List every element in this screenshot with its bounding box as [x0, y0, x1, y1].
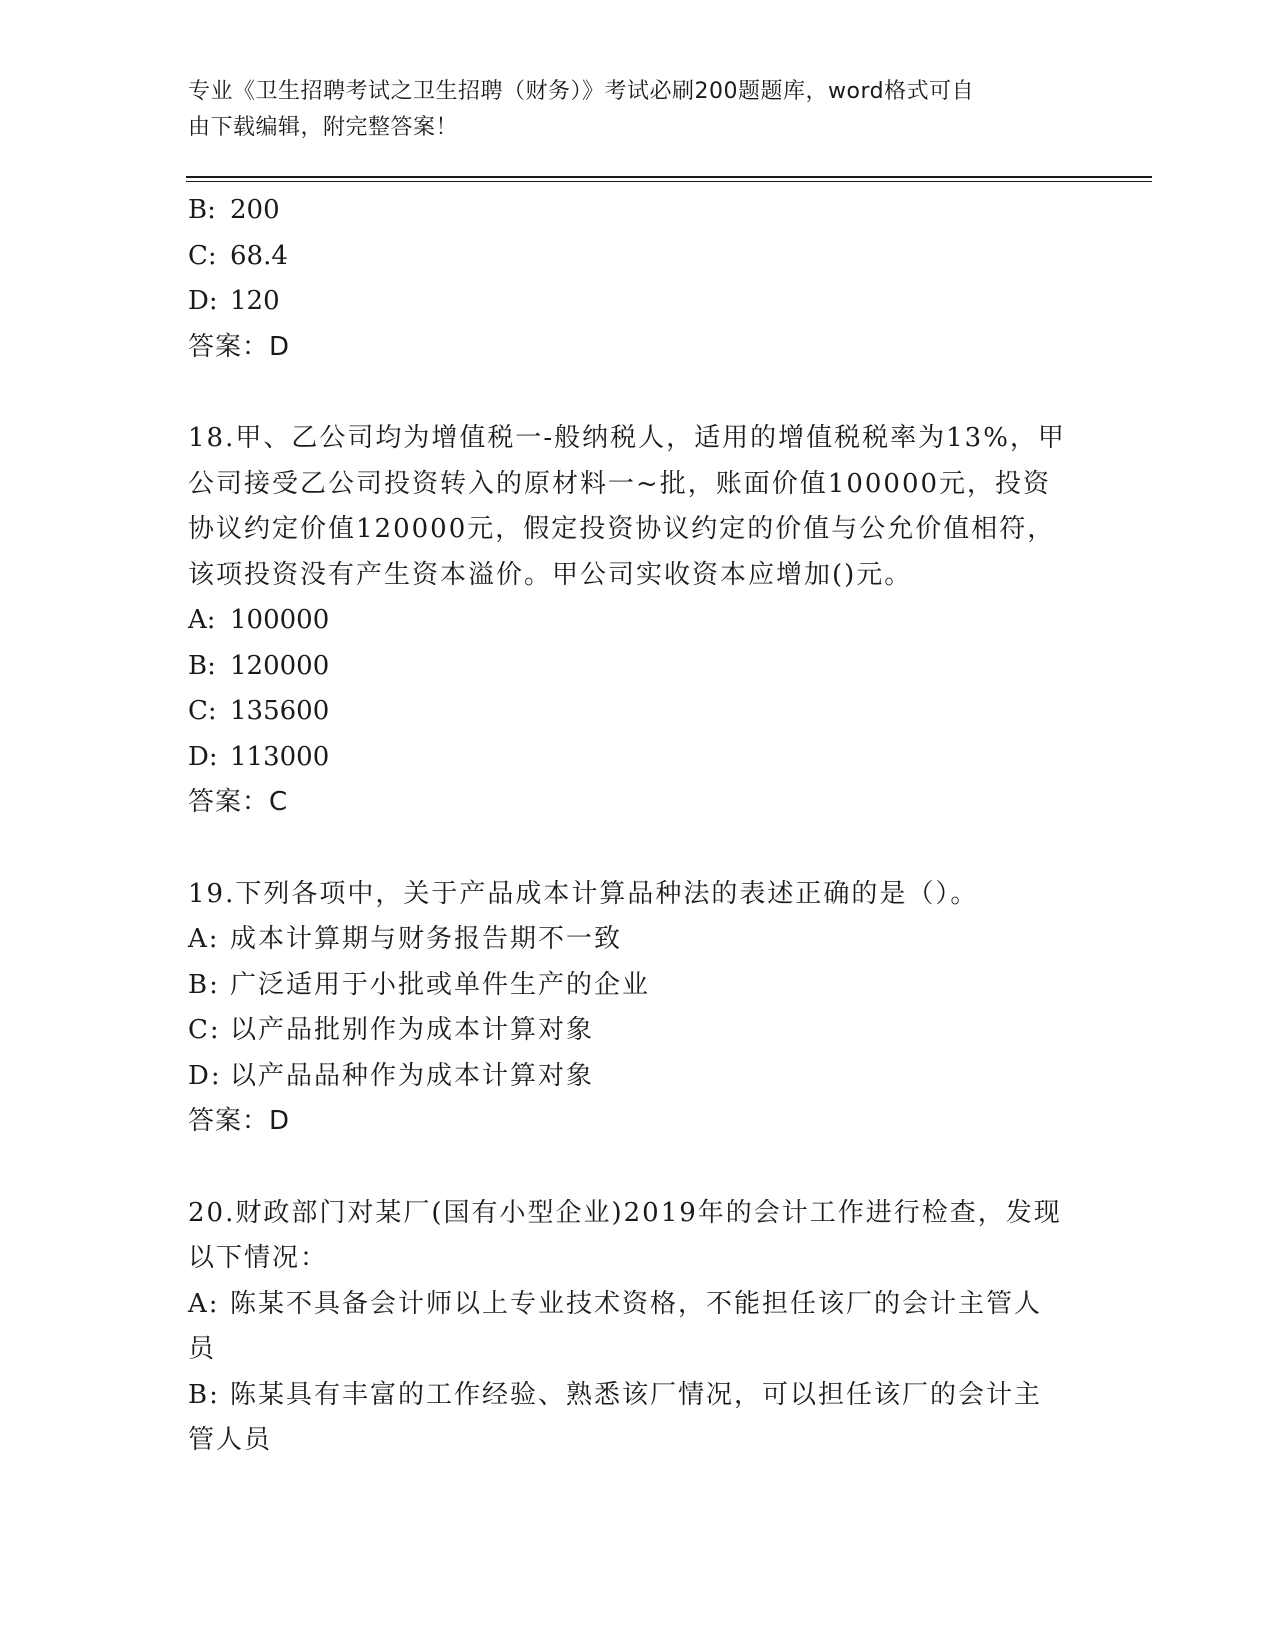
answer-line: 答案：D	[188, 1106, 291, 1136]
option-text: 113000	[230, 741, 330, 772]
option-text: 135600	[230, 696, 330, 726]
question-stem: 公司接受乙公司投资转入的原材料一~批，账面价值100000元，投资	[188, 468, 1052, 499]
option-letter: A:	[188, 605, 216, 635]
option-a	[188, 598, 1088, 644]
option-letter: B:	[188, 650, 216, 681]
option-text: 陈某不具备会计师以上专业技术资格，不能担任该厂的会计主管人	[230, 1288, 1043, 1319]
option-letter: D:	[188, 741, 218, 772]
option-letter: A:	[188, 1288, 220, 1319]
option-letter: B:	[188, 969, 220, 1000]
option-c	[188, 1008, 1088, 1054]
spacer	[188, 826, 1088, 872]
question-stem: 19.下列各项中，关于产品成本计算品种法的表述正确的是（）。	[188, 878, 979, 909]
option-d	[188, 279, 1088, 325]
header-divider	[186, 176, 1152, 178]
prev-question	[188, 188, 1088, 370]
option-letter: C:	[188, 696, 217, 726]
question-20	[188, 1191, 1088, 1464]
option-letter: C:	[188, 1015, 221, 1045]
option-text: 68.4	[230, 240, 288, 271]
page-header	[188, 74, 1068, 146]
answer-line: 答案：C	[188, 787, 289, 817]
option-a	[188, 1282, 1088, 1328]
option-text: 200	[230, 195, 280, 225]
option-letter: D:	[188, 286, 218, 316]
question-stem: 该项投资没有产生资本溢价。甲公司实收资本应增加()元。	[188, 559, 913, 590]
answer-line: 答案：D	[188, 331, 291, 362]
option-text: 120000	[230, 650, 330, 681]
option-c	[188, 234, 1088, 280]
option-b	[188, 963, 1088, 1009]
option-c	[188, 689, 1088, 735]
header-divider-thin	[186, 181, 1152, 182]
option-text: 成本计算期与财务报告期不一致	[230, 924, 623, 954]
question-content	[188, 188, 1088, 1464]
question-18	[188, 416, 1088, 826]
option-text: 120	[230, 286, 280, 316]
question-stem: 18.甲、乙公司均为增值税一-般纳税人，适用的增值税税率为13%，甲	[188, 423, 1066, 453]
question-stem: 协议约定价值120000元，假定投资协议约定的价值与公允价值相符，	[188, 514, 1056, 544]
option-text: 以产品品种作为成本计算对象	[230, 1060, 595, 1091]
option-letter: C:	[188, 240, 217, 271]
option-letter: D:	[188, 1060, 222, 1091]
option-b	[188, 188, 1088, 234]
option-letter: B:	[188, 195, 216, 225]
option-letter: A:	[188, 924, 220, 954]
option-b	[188, 1373, 1088, 1419]
option-text: 以产品批别作为成本计算对象	[230, 1015, 595, 1045]
question-stem: 以下情况：	[188, 1243, 329, 1273]
option-b	[188, 644, 1088, 690]
spacer	[188, 370, 1088, 416]
question-stem: 20.财政部门对某厂(国有小型企业)2019年的会计工作进行检查，发现	[188, 1197, 1062, 1228]
option-a	[188, 917, 1088, 963]
option-text: 100000	[230, 605, 330, 635]
option-letter: B:	[188, 1379, 220, 1410]
option-text: 广泛适用于小批或单件生产的企业	[230, 969, 651, 1000]
question-19	[188, 872, 1088, 1145]
option-a-continuation: 员	[188, 1334, 217, 1364]
option-b-continuation: 管人员	[188, 1425, 273, 1455]
spacer	[188, 1145, 1088, 1191]
option-d	[188, 735, 1088, 781]
header-line: 由下载编辑，附完整答案！	[188, 115, 459, 140]
option-text: 陈某具有丰富的工作经验、熟悉该厂情况，可以担任该厂的会计主	[230, 1379, 1043, 1410]
header-line: 专业《卫生招聘考试之卫生招聘（财务）》考试必刷200题题库，word格式可自	[188, 79, 975, 104]
option-d	[188, 1054, 1088, 1100]
